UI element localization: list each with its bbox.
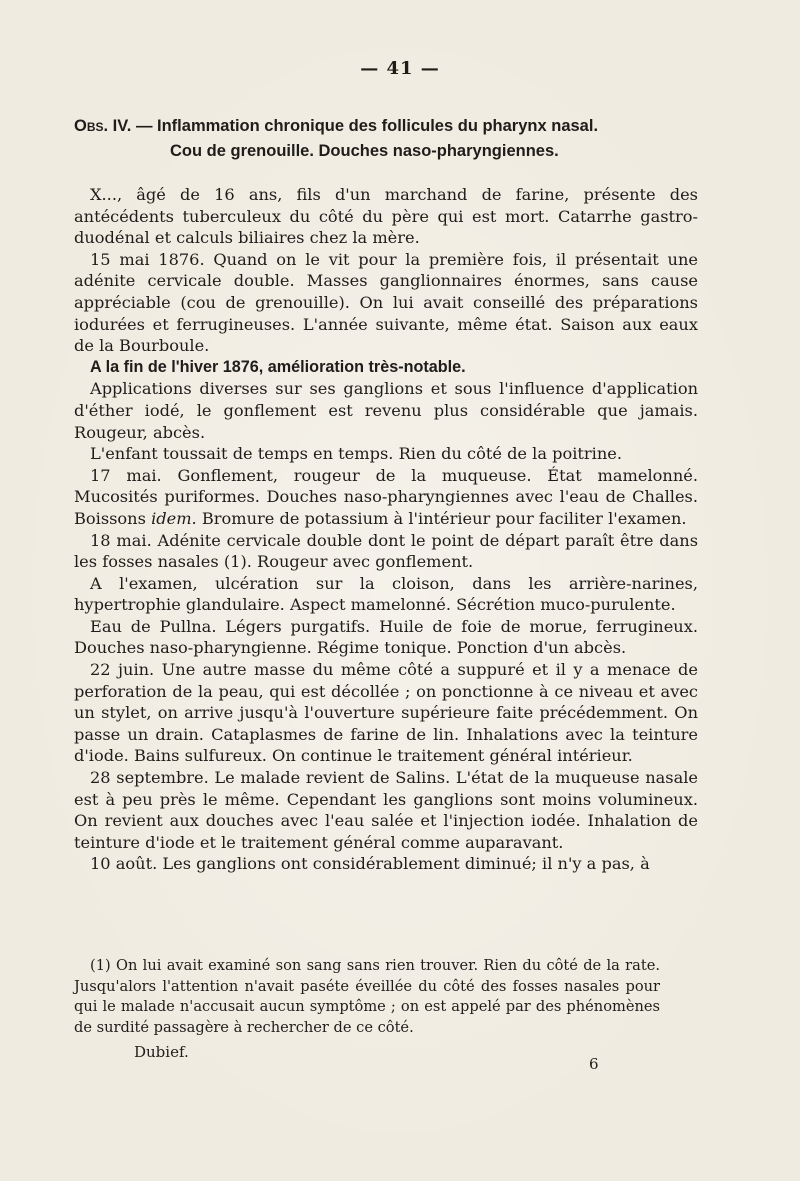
paragraph-17-mai-rest: Bromure de potassium à l'intérieur pour faciliter l'examen. [196, 508, 687, 528]
idem-word: idem. [151, 508, 197, 528]
observation-title: — Inflammation chronique des follicules du pharynx nasal. [135, 117, 599, 135]
paragraph-examen: A l'examen, ulcération sur la cloison, dans les arrière-narines, hypertrophie glandulaire. Aspect mamelonné. Sécrétion muco-purulente. [74, 573, 698, 615]
paragraph-18-mai: 18 mai. Adénite cervicale double dont le point de départ paraît être dans les fosses nasales (1). Rougeur avec gonflement. [74, 530, 698, 572]
paragraph-applications: Applications diverses sur ses ganglions et sous l'influence d'application d'éther iodé, le gonflement est revenu plus considérable que jamais. Rougeur, abcès. [74, 379, 698, 442]
paragraph-10-aout: 10 août. Les ganglions ont considérablement diminué; il n'y a pas, à [90, 854, 650, 874]
paragraph-antecedents: X..., âgé de 16 ans, fils d'un marchand de farine, présente des antécédents tuberculeux du côté du père qui est mort. Catarrhe gastro-duodénal et calculs biliaires chez la mère. [74, 185, 698, 248]
footnote-1: (1) On lui avait examiné son sang sans rien trouver. Rien du côté de la rate. Jusqu'alors l'attention n'avait paséte éveillée du côté des fosses nasales pour qui le malade n'accusait aucun symptôme ; on est appelé par des phénomènes de surdité passagère à rechercher de ce côté. [74, 957, 660, 1036]
page-number: — 41 — [360, 58, 440, 79]
page-body [74, 114, 698, 875]
paragraph-22-juin: 22 juin. Une autre masse du même côté a suppuré et il y a menace de perforation de la peau, qui est décollée ; on ponctionne à ce niveau et avec un stylet, on arrive jusqu'à l'ouverture supérieure faite précédemment. On passe un drain. Cataplasmes de farine de lin. Inhalations avec la teinture d'iode. Bains sulfureux. On continue le traitement général intérieur. [74, 660, 698, 766]
paragraph-toux: L'enfant toussait de temps en temps. Rien du côté de la poitrine. [90, 444, 622, 464]
author-signature: Dubief. [134, 1043, 189, 1061]
paragraph-traitement: Eau de Pullna. Légers purgatifs. Huile de foie de morue, ferrugineux. Douches naso-pharyngienne. Régime tonique. Ponction d'un abcès. [74, 616, 698, 658]
paragraph-17-mai-text: 17 mai. Gonflement, rougeur de la muqueuse. État mamelonné. Mucosités puriformes. Douches naso-pharyngiennes avec l'eau de Challes. Boissons [74, 465, 698, 528]
paragraph-28-septembre: 28 septembre. Le malade revient de Salins. L'état de la muqueuse nasale est à peu près le même. Cependant les ganglions sont moins volumineux. On revient aux douches avec l'eau salée et l'injection iodée. Inhalation de teinture d'iode et le traitement général comme auparavant. [74, 768, 698, 852]
observation-label: Obs. IV. [74, 117, 132, 135]
paragraph-17-mai [74, 465, 698, 530]
paragraph-fin-hiver: A la fin de l'hiver 1876, amélioration très-notable. [90, 357, 466, 376]
paragraph-15-mai: 15 mai 1876. Quand on le vit pour la première fois, il présentait une adénite cervicale double. Masses ganglionnaires énormes, sans cause appréciable (cou de grenouille). On lui avait conseillé des préparations iodurées et ferrugineuses. L'année suivante, même état. Saison aux eaux de la Bourboule. [74, 249, 698, 356]
signature-number: 6 [589, 1055, 599, 1073]
observation-subtitle: Cou de grenouille. Douches naso-pharyngiennes. [170, 142, 559, 160]
footnotes [74, 956, 660, 1038]
observation-heading [74, 114, 698, 139]
